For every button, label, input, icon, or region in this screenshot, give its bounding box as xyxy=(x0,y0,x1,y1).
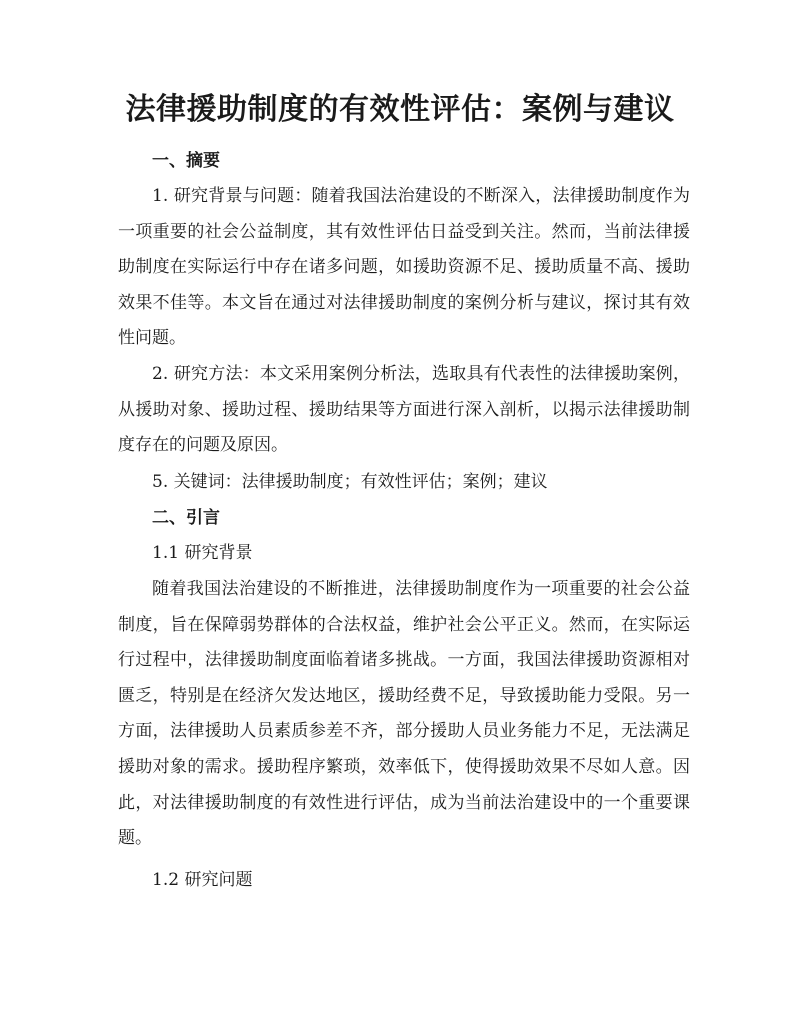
subsection-heading-1-2: 1.2 研究问题 xyxy=(152,869,253,890)
subsection-heading-1-1: 1.1 研究背景 xyxy=(152,543,253,564)
abstract-paragraph-2: 2. 研究方法：本文采用案例分析法，选取具有代表性的法律援助案例，从援助对象、援助过程、援助结果等方面进行深入剖析，以揭示法律援助制度存在的问题及原因。 xyxy=(118,363,690,456)
section-heading-abstract: 一、摘要 xyxy=(152,151,220,171)
abstract-paragraph-1: 1. 研究背景与问题：随着我国法治建设的不断深入，法律援助制度作为一项重要的社会公益制度，其有效性评估日益受到关注。然而，当前法律援助制度在实际运行中存在诸多问题，如援助资源不足、援助质量不高、援助效果不佳等。本文旨在通过对法律援助制度的案例分析与建议，探讨其有效性问题。 xyxy=(118,186,690,349)
abstract-keywords: 5. 关键词：法律援助制度；有效性评估；案例；建议 xyxy=(152,471,548,492)
section-heading-introduction: 二、引言 xyxy=(152,508,220,529)
introduction-paragraph-1: 随着我国法治建设的不断推进，法律援助制度作为一项重要的社会公益制度，旨在保障弱势群体的合法权益，维护社会公平正义。然而，在实际运行过程中，法律援助制度面临着诸多挑战。一方面，我国法律援助资源相对匮乏，特别是在经济欠发达地区，援助经费不足，导致援助能力受限。另一方面，法律援助人员素质参差不齐，部分援助人员业务能力不足，无法满足援助对象的需求。援助程序繁琐，效率低下，使得援助效果不尽如人意。因此，对法律援助制度的有效性进行评估，成为当前法治建设中的一个重要课题。 xyxy=(118,578,690,849)
document-title: 法律援助制度的有效性评估：案例与建议 xyxy=(125,92,675,127)
document-body xyxy=(118,143,690,898)
